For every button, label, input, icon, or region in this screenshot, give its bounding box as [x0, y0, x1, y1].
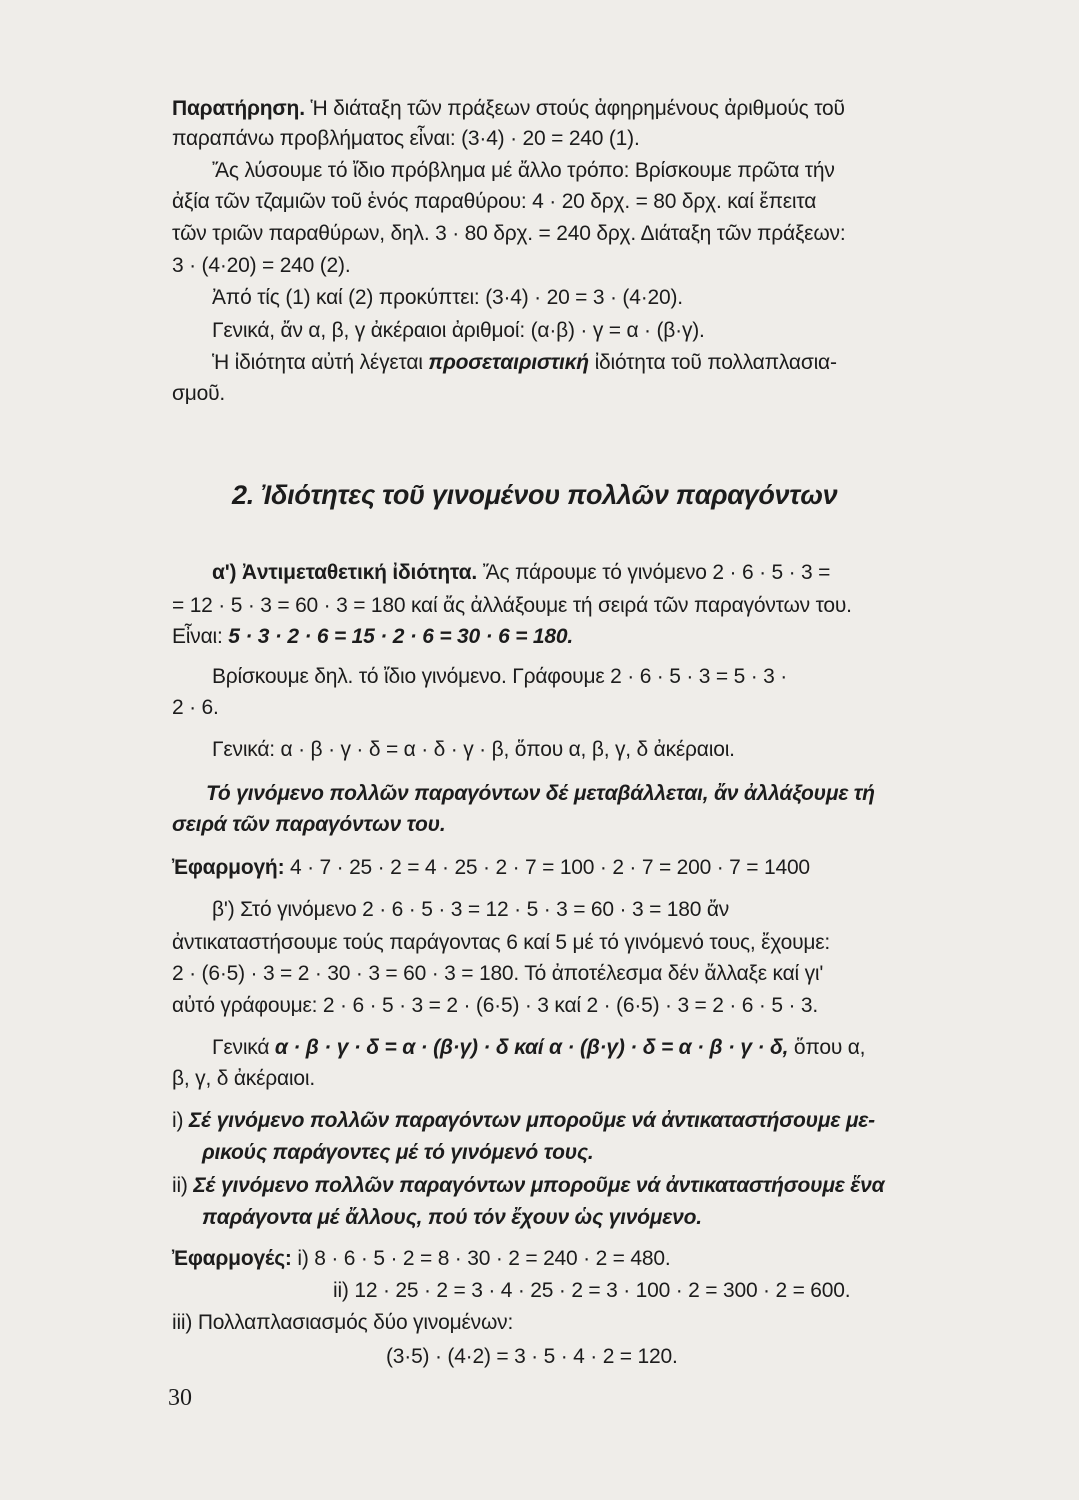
text-line: = 12 · 5 · 3 = 60 · 3 = 180 καί ἄς ἀλλάξουμε τή σειρά τῶν παραγόντων του.: [172, 594, 852, 617]
text-line: Ἀπό τίς (1) καί (2) προκύπτει: (3·4) · 20 = 3 · (4·20).: [212, 286, 683, 309]
applications-label: Ἐφαρμογές:: [172, 1247, 292, 1270]
text-line: τῶν τριῶν παραθύρων, δηλ. 3 · 80 δρχ. = 240 δρχ. Διάταξη τῶν πράξεων:: [172, 222, 846, 245]
observation-label: Παρατήρηση.: [172, 97, 305, 120]
text-line: Ἄς λύσουμε τό ἴδιο πρόβλημα μέ ἄλλο τρόπο: Βρίσκουμε πρῶτα τήν: [212, 159, 835, 182]
applications-line-4: (3·5) · (4·2) = 3 · 5 · 4 · 2 = 120.: [386, 1345, 678, 1368]
text-line: Γενικά, ἄν α, β, γ ἀκέραιοι ἀριθμοί: (α·β) · γ = α · (β·γ).: [212, 319, 705, 342]
rule-ii-line-1: ii) Σέ γινόμενο πολλῶν παραγόντων μποροῦμε νά ἀντικαταστήσουμε ἕνα: [172, 1174, 885, 1197]
text-line: β') Στό γινόμενο 2 · 6 · 5 · 3 = 12 · 5 · 3 = 60 · 3 = 180 ἄν: [212, 898, 730, 921]
application-line: Ἐφαρμογή: 4 · 7 · 25 · 2 = 4 · 25 · 2 · 7 = 100 · 2 · 7 = 200 · 7 = 1400: [172, 856, 810, 879]
text-line: ἀξία τῶν τζαμιῶν τοῦ ἑνός παραθύρου: 4 · 20 δρχ. = 80 δρχ. καί ἔπειτα: [172, 190, 817, 213]
text-line: Γενικά: α · β · γ · δ = α · δ · γ · β, ὅπου α, β, γ, δ ἀκέραιοι.: [212, 738, 735, 761]
observation-line-2: παραπάνω προβλήματος εἶναι: (3·4) · 20 = 240 (1).: [172, 127, 640, 150]
associative-term: προσεταιριστική: [428, 351, 589, 374]
text-line: σμοῦ.: [172, 382, 226, 405]
section-heading: 2. Ἰδιότητες τοῦ γινομένου πολλῶν παραγόντων: [232, 480, 838, 510]
rule-i-line-1: i) Σέ γινόμενο πολλῶν παραγόντων μποροῦμε νά ἀντικαταστήσουμε με-: [172, 1109, 875, 1132]
text-line: β, γ, δ ἀκέραιοι.: [172, 1067, 315, 1090]
page-number: 30: [168, 1385, 192, 1411]
text-line: 2 · (6·5) · 3 = 2 · 30 · 3 = 60 · 3 = 180. Τό ἀποτέλεσμα δέν ἄλλαξε καί γι': [172, 962, 824, 985]
observation-line-1: Παρατήρηση. Ἡ διάταξη τῶν πράξεων στούς ἀφηρημένους ἀριθμούς τοῦ: [172, 97, 845, 120]
rule-ii-line-2: παράγοντα μέ ἄλλους, πού τόν ἔχουν ὡς γινόμενο.: [202, 1206, 702, 1229]
text-line: ἀντικαταστήσουμε τούς παράγοντας 6 καί 5 μέ τό γινόμενό τους, ἔχουμε:: [172, 931, 831, 954]
applications-line-1: Ἐφαρμογές: i) 8 · 6 · 5 · 2 = 8 · 30 · 2 = 240 · 2 = 480.: [172, 1247, 671, 1270]
application-label: Ἐφαρμογή:: [172, 856, 285, 879]
rule-statement-line-2: σειρά τῶν παραγόντων του.: [172, 813, 446, 836]
rule-statement-line-1: Τό γινόμενο πολλῶν παραγόντων δέ μεταβάλλεται, ἄν ἀλλάξουμε τή: [206, 782, 875, 805]
text-line: Γενικά α · β · γ · δ = α · (β·γ) · δ καί α · (β·γ) · δ = α · β · γ · δ, ὅπου α,: [212, 1036, 866, 1059]
commutative-heading-line: α') Ἀντιμεταθετική ἰδιότητα. Ἄς πάρουμε τό γινόμενο 2 · 6 · 5 · 3 =: [212, 561, 831, 584]
commutative-label: α') Ἀντιμεταθετική ἰδιότητα.: [212, 561, 477, 584]
text-line: 2 · 6.: [172, 696, 219, 719]
applications-line-3: iii) Πολλαπλασιασμός δύο γινομένων:: [172, 1311, 514, 1334]
applications-line-2: ii) 12 · 25 · 2 = 3 · 4 · 25 · 2 = 3 · 100 · 2 = 300 · 2 = 600.: [333, 1279, 851, 1302]
text-line: 3 · (4·20) = 240 (2).: [172, 254, 351, 277]
rule-i-line-2: ρικούς παράγοντες μέ τό γινόμενό τους.: [202, 1141, 594, 1164]
text-line: Βρίσκουμε δηλ. τό ἴδιο γινόμενο. Γράφουμε 2 · 6 · 5 · 3 = 5 · 3 ·: [212, 665, 788, 688]
text-line: Εἶναι: 5 · 3 · 2 · 6 = 15 · 2 · 6 = 30 · 6 = 180.: [172, 625, 573, 648]
text-line: Ἡ ἰδιότητα αὐτή λέγεται προσεταιριστική ἰδιότητα τοῦ πολλαπλασια-: [212, 351, 837, 374]
text-line: αὐτό γράφουμε: 2 · 6 · 5 · 3 = 2 · (6·5) · 3 καί 2 · (6·5) · 3 = 2 · 6 · 5 · 3.: [172, 994, 818, 1017]
